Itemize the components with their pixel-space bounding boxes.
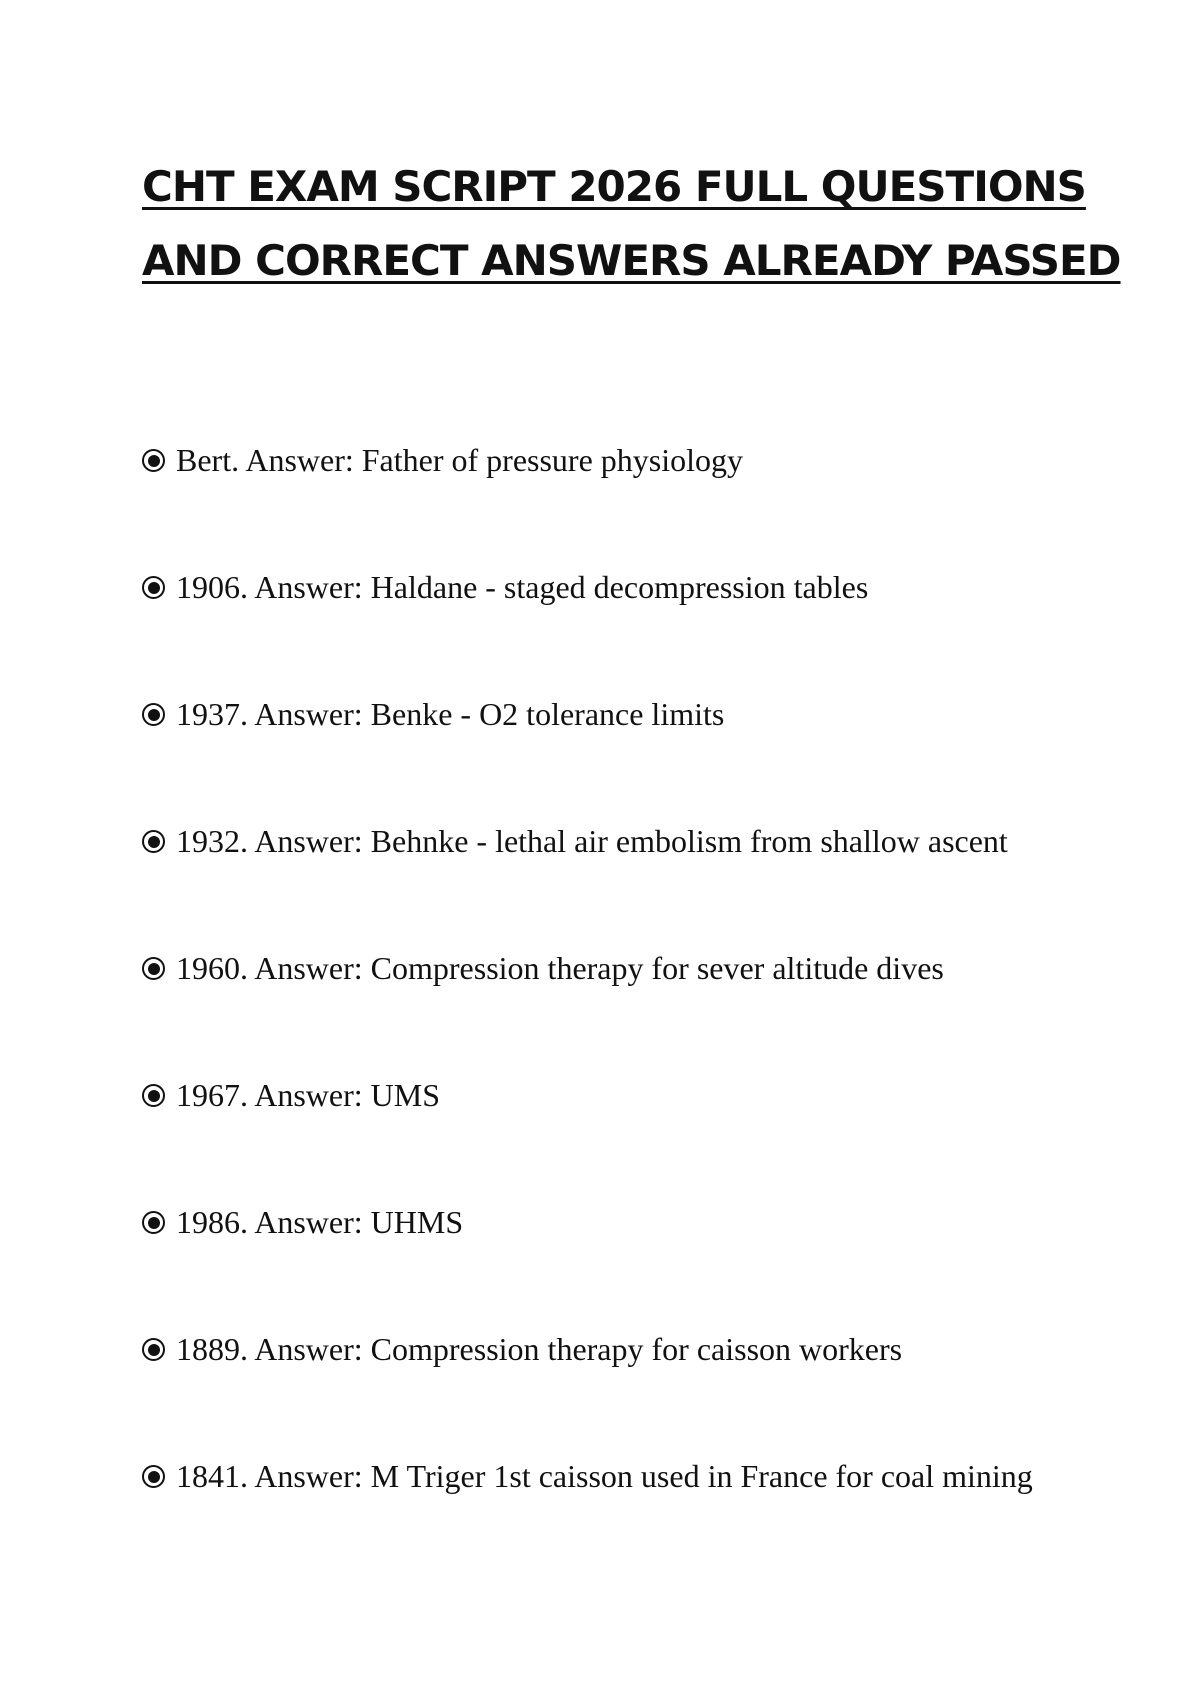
qa-text: 1967. Answer: UMS	[176, 1077, 441, 1113]
qa-item	[142, 694, 1142, 821]
qa-text: Bert. Answer: Father of pressure physiology	[176, 442, 744, 478]
qa-item	[142, 1329, 1142, 1456]
bullet-radio-icon	[142, 830, 165, 853]
qa-item	[142, 1202, 1142, 1329]
qa-item	[142, 567, 1142, 694]
qa-item	[142, 948, 1142, 1075]
qa-text: 1889. Answer: Compression therapy for caisson workers	[176, 1331, 903, 1367]
qa-item	[142, 440, 1142, 567]
bullet-radio-icon	[142, 1211, 165, 1234]
title-line: CHT EXAM SCRIPT 2026 FULL QUESTIONS	[142, 162, 1086, 211]
bullet-radio-icon	[142, 1465, 165, 1488]
qa-text: 1937. Answer: Benke - O2 tolerance limits	[176, 696, 725, 732]
qa-text: 1932. Answer: Behnke - lethal air embolism from shallow ascent	[176, 823, 1008, 859]
bullet-radio-icon	[142, 449, 165, 472]
bullet-radio-icon	[142, 576, 165, 599]
qa-text: 1841. Answer: M Triger 1st caisson used in France for coal mining	[176, 1458, 1033, 1494]
qa-text: 1960. Answer: Compression therapy for sever altitude dives	[176, 950, 944, 986]
document-title	[142, 150, 1121, 298]
bullet-radio-icon	[142, 1084, 165, 1107]
title-line: AND CORRECT ANSWERS ALREADY PASSED	[142, 236, 1121, 285]
qa-text: 1906. Answer: Haldane - staged decompression tables	[176, 569, 869, 605]
bullet-radio-icon	[142, 957, 165, 980]
bullet-radio-icon	[142, 1338, 165, 1361]
qa-list	[142, 440, 1142, 1583]
qa-item	[142, 1075, 1142, 1202]
qa-text: 1986. Answer: UHMS	[176, 1204, 464, 1240]
bullet-radio-icon	[142, 703, 165, 726]
qa-item	[142, 821, 1142, 948]
qa-item	[142, 1456, 1142, 1583]
